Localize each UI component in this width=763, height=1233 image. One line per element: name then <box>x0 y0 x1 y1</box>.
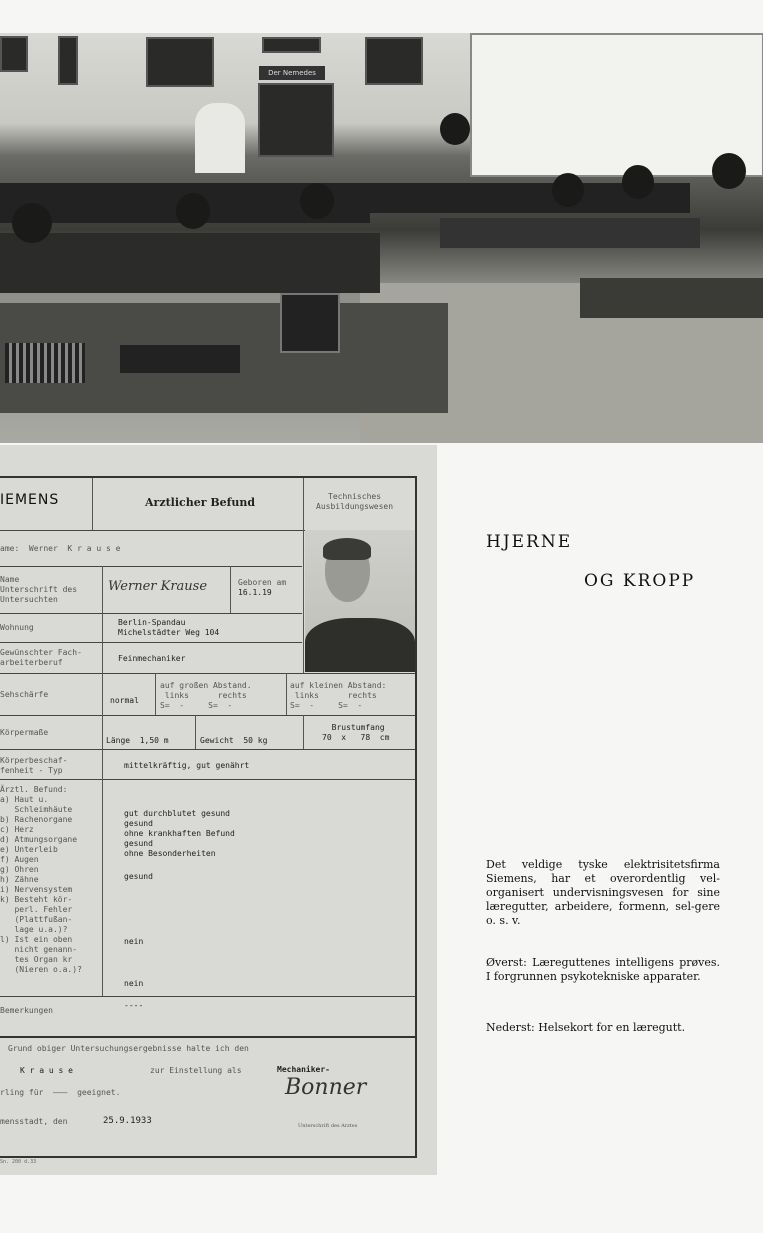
wall-sign: Der Nemedes <box>259 66 325 80</box>
remarks: ---- <box>124 1001 144 1010</box>
born-date: 16.1.19 <box>238 588 272 597</box>
address-label: Wohnung <box>0 623 34 632</box>
exam-date: 25.9.1933 <box>103 1116 152 1126</box>
name-field: ame: Werner K r a u s e <box>0 544 121 553</box>
height: Länge 1,50 m <box>106 736 169 745</box>
doctor-signature: Bonner <box>285 1075 367 1100</box>
vision-far: auf großen Abstand. links rechts S= - S= - <box>160 681 252 710</box>
born-label: Geboren am <box>238 578 287 587</box>
health-card-form <box>0 476 417 1158</box>
answer-defects: nein <box>124 937 144 946</box>
conclusion-suitable: rling für ——— geeignet. <box>0 1088 121 1097</box>
doctor-signature-label: Unterschrift des Arztes <box>298 1123 358 1129</box>
vision-label: Sehschärfe <box>0 690 49 699</box>
profession-label: Gewünschter Fach- arbeiterberuf <box>0 648 82 667</box>
card-title: Arztlicher Befund <box>145 496 256 509</box>
conclusion-name: K r a u s e <box>20 1066 73 1075</box>
address: Berlin-Spandau Michelstädter Weg 104 <box>118 618 220 637</box>
measurements-label: Körpermaße <box>0 728 49 737</box>
classroom-photo <box>0 33 763 443</box>
psychotechnical-apparatus <box>280 293 340 353</box>
exam-gesund: gesund <box>124 872 153 881</box>
heading-line-2: OG KROPP <box>584 571 696 591</box>
conclusion-line: Grund obiger Untersuchungsergebnisse halte ich den <box>8 1044 249 1053</box>
constitution: mittelkräftig, gut genährt <box>124 761 250 770</box>
chest: Brustumfang 70 x 78 cm <box>322 723 390 742</box>
form-number: Sn. 200 d.33 <box>0 1159 37 1165</box>
answer-organs: nein <box>124 979 144 988</box>
conclusion-job: Mechaniker- <box>277 1065 330 1074</box>
health-card-photo <box>0 445 437 1175</box>
exam-labels: Ärztl. Befund: a) Haut u. Schleimhäute b) Rachenorgane c) Herz d) Atmungsorgane e) Unterleib f) Augen g) Ohren h) Zähne i) Nervensystem k) Besteht kör- perl. Fehler (Plattfußan- lage u.a.)? l) Ist ein oben nicht genann- tes Organ kr (Nieren o.a.)? <box>0 785 82 974</box>
signature-label: Name Unterschrift des Untersuchten <box>0 575 78 604</box>
exam-values: gut durchblutet gesund gesund ohne krankhaften Befund gesund ohne Besonderheiten <box>124 809 235 858</box>
remarks-label: Bemerkungen <box>0 1006 53 1015</box>
conclusion-mid: zur Einstellung als <box>150 1066 242 1075</box>
apprentice-portrait <box>305 530 415 672</box>
teacher <box>195 103 245 173</box>
constitution-label: Körperbeschaf- fenheit - Typ <box>0 756 68 775</box>
department: Technisches Ausbildungswesen <box>316 492 394 511</box>
company-logo: IEMENS <box>0 492 60 508</box>
heading-line-1: HJERNE <box>486 532 573 552</box>
vision-value: normal <box>110 696 139 705</box>
place: mensstadt, den <box>0 1117 68 1126</box>
vision-near: auf kleinen Abstand: links rechts S= - S= - <box>290 681 387 710</box>
caption-intro: Det veldige tyske elektrisitetsfirma Siemens, har et overordentlig vel-organisert undervisningsvesen for sine læregutter, arbeidere, formenn, sel-gere o. s. v. <box>486 858 720 927</box>
caption-top: Øverst: Læreguttenes intelligens prøves. I forgrunnen psykotekniske apparater. <box>486 956 720 983</box>
profession: Feinmechaniker <box>118 654 186 663</box>
weight: Gewicht 50 kg <box>200 736 268 745</box>
examinee-signature: Werner Krause <box>108 579 208 594</box>
caption-bottom: Nederst: Helsekort for en læregutt. <box>486 1021 686 1034</box>
